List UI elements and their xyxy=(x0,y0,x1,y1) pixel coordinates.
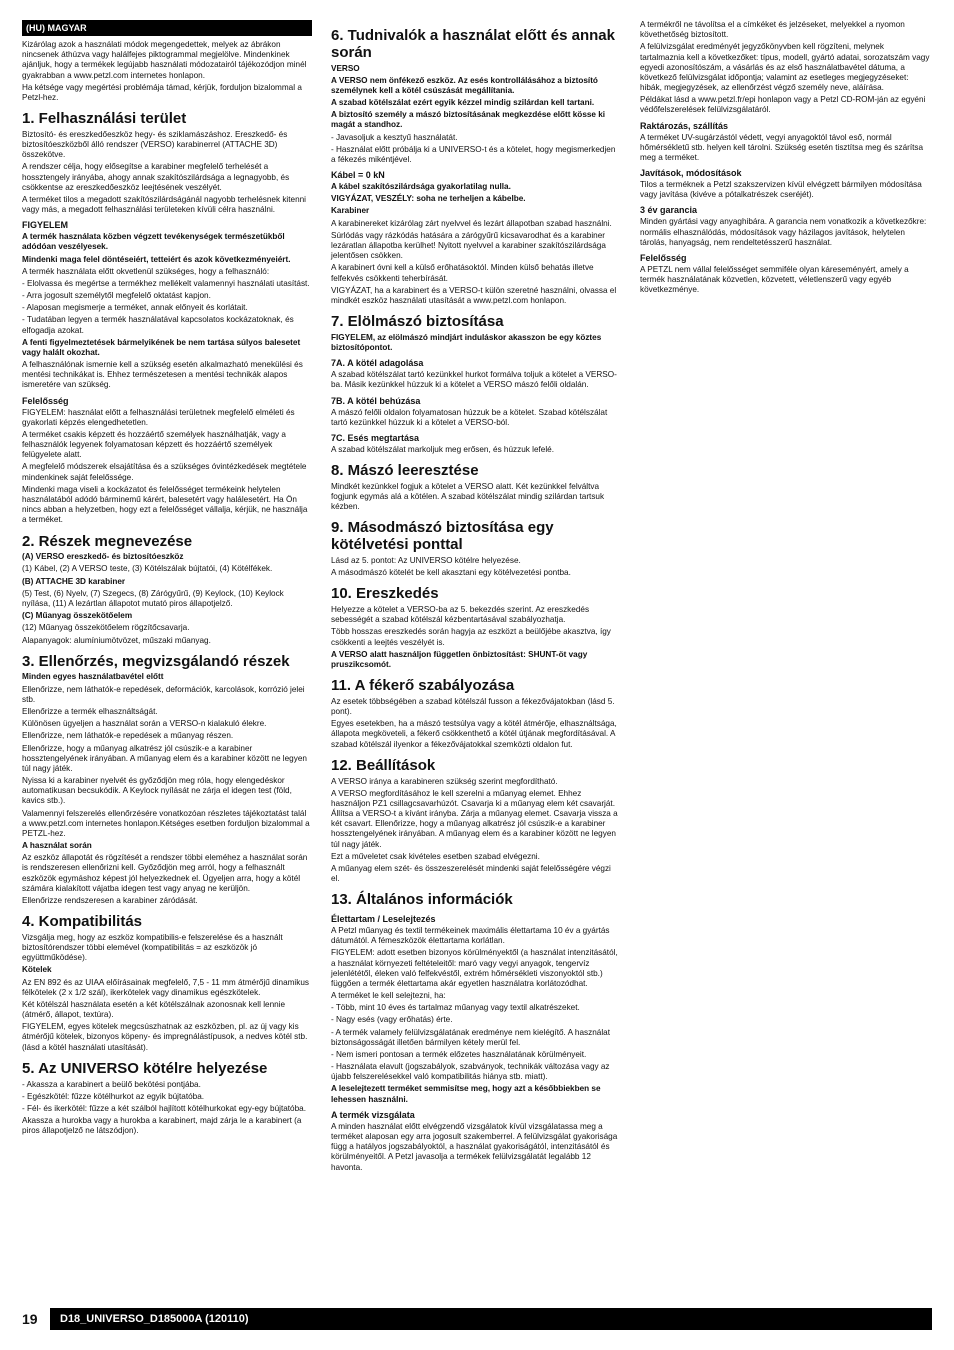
paragraph: A felhasználónak ismernie kell a szükség esetén alkalmazható menekülési és mentési technikákat is. Ehhez természetesen a mentési technikák alapos ismeretére van szükség. xyxy=(22,360,303,390)
paragraph: Helyezze a kötelet a VERSO-ba az 5. bekezdés szerint. Az ereszkedés sebességét a szabad kötélszál kézbentartásával szabályozhatja. xyxy=(331,605,590,625)
paragraph: Példákat lásd a www.petzl.fr/epi honlapon vagy a Petzl CD-ROM-ján az egyéni védőfelszerelések felülvizsgálatáról. xyxy=(640,95,926,115)
paragraph: - Alaposan megismerje a terméket, annak előnyeit és korlátait. xyxy=(22,303,248,313)
bold-paragraph: A kábel szakítószilárdsága gyakorlatilag nulla. xyxy=(331,182,511,192)
paragraph: - Arra jogosult személytől megfelelő oktatást kapjon. xyxy=(22,291,211,301)
paragraph: (5) Test, (6) Nyelv, (7) Szegecs, (8) Zárógyűrű, (9) Keylock, (10) Keylock nyílása, (11) A lezártlan állapotot mutató piros állapotjelző. xyxy=(22,588,284,608)
paragraph: Különösen ügyeljen a használat során a VERSO-n kialakuló élekre. xyxy=(22,719,267,729)
subsection-heading: Élettartam / Leselejtezés xyxy=(331,914,436,925)
paragraph: FIGYELEM, egyes kötelek megcsúszhatnak az eszközben, pl. az új vagy kis átmérőjű kötelek, bizonyos köpeny- és impregnálástípusok, a nedves kötél stb. (lásd a kötél használati utasítását). xyxy=(22,1022,308,1052)
paragraph: A megfelelő módszerek elsajátítása és a szükséges óvintézkedések megtétele mindenkinek saját felelőssége. xyxy=(22,462,307,482)
section-heading: 10. Ereszkedés xyxy=(331,585,439,603)
page-footer xyxy=(22,1308,932,1330)
paragraph: Ellenőrizze a termék elhasználtságát. xyxy=(22,706,158,716)
paragraph: A VERSO megfordításához le kell szerelni a műanyag elemet. Ehhez használjon PZ1 csillagcsavarhúzót. Csavarja ki a műanyag elem két csavarját. Állítsa a VERSO-t a kívánt irányba. Zárja a műanyag elemet. Csavarja vissza a két csavart. Ellenőrizze, hogy a műanyag alkatrész jól csúszik-e a karabiner hossztengelyének irányában. A műanyag elem és a karabiner között ne legyen túl nagy játék. xyxy=(331,788,618,849)
paragraph: A minden használat előtt elvégzendő vizsgálatok kívül vizsgálatassa meg a terméket alaposan egy arra jogosult szakemberrel. A felülvizsgálat gyakorisága függ a hatályos jogszabályoktól, a használat gyakoriságától, intenzitásától és körülményeitől. A Petzl javasolja a termékek felülvizsgálatát legalább 12 havonta. xyxy=(331,1121,618,1172)
paragraph: A karabinereket kizárólag zárt nyelvvel és lezárt állapotban szabad használni. xyxy=(331,218,612,228)
paragraph: Egyes esetekben, ha a mászó testsúlya vagy a kötél átmérője, elhasználtsága, állapota megköveteli, a fékerő csökkenthető a kötél útjának megfordításával. A szabad kötélszál ilyenkor a fékezővájatokkal szemközti oldalon fut. xyxy=(331,719,617,749)
section-heading: 4. Kompatibilitás xyxy=(22,913,143,931)
paragraph: - Egészkötél: fűzze kötélhurkot az egyik bújtatóba. xyxy=(22,1091,205,1101)
bold-paragraph: A szabad kötélszálat ezért egyik kézzel mindig szilárdan kell tartani. xyxy=(331,98,595,108)
subsection-heading: 3 év garancia xyxy=(640,205,698,216)
paragraph: A mászó felőli oldalon folyamatosan húzzuk be a kötelet. Szabad kötélszálat tartó kezünkkel húzzuk ki a kötelet a VERSO-ból. xyxy=(331,407,608,427)
section-heading: 5. Az UNIVERSO kötélre helyezése xyxy=(22,1059,268,1077)
paragraph: Ezt a műveletet csak kivételes esetben szabad elvégezni. xyxy=(331,851,540,861)
section-heading: 2. Részek megnevezése xyxy=(22,532,193,550)
bold-paragraph: VERSO xyxy=(331,63,360,73)
bold-paragraph: (A) VERSO ereszkedő- és biztosítóeszköz xyxy=(22,552,184,562)
bold-paragraph: (C) Műanyag összekötőelem xyxy=(22,611,133,621)
bold-paragraph: A VERSO alatt használjon független önbiztosítást: SHUNT-öt vagy pruszikcsomót. xyxy=(331,649,588,669)
paragraph: VIGYÁZAT, ha a karabinert és a VERSO-t külön szeretné használni, olvassa el mindkét eszköz használati utasítását a www.petzl.com honlapon. xyxy=(331,285,617,305)
paragraph: - Fél- és ikerkötél: fűzze a két szálból hajlított kötélhurkokat egy-egy bújtatóba. xyxy=(22,1103,306,1113)
paragraph: A másodmászó kötelét be kell akasztani egy kötélvezetési pontba. xyxy=(331,568,571,578)
paragraph: - Akassza a karabinert a beülő bekötési pontjába. xyxy=(22,1079,201,1089)
paragraph: FIGYELEM: használat előtt a felhasználási területnek megfelelő elméleti és gyakorlati képzés elengedhetetlen. xyxy=(22,407,295,427)
bold-paragraph: Karabiner xyxy=(331,206,370,216)
paragraph: Ellenőrizze rendszeresen a karabiner záródását. xyxy=(22,895,198,905)
section-heading: 1. Felhasználási terület xyxy=(22,110,187,128)
paragraph: Tilos a terméknek a Petzl szakszervizen kívül elvégzett bármilyen módosítása vagy javítása (kivéve a pótalkatrészek cseréjét). xyxy=(640,180,922,200)
paragraph: Súrlódás vagy rázkódás hatására a zárógyűrű kicsavarodhat és a karabiner lezáratlan állapotba kerülhet! Nyitott nyelvvel a karabiner szakítószilárdsága jelentősen csökken. xyxy=(331,230,606,261)
section-heading: 7. Elölmászó biztosítása xyxy=(331,313,504,331)
paragraph: A terméket le kell selejtezni, ha: xyxy=(331,991,446,1001)
column-1 xyxy=(22,20,312,1138)
bold-paragraph: A VERSO nem önfékező eszköz. Az esés kontrollálásához a biztosító személynek kell a kötél csúszását megállítania. xyxy=(331,75,598,95)
paragraph: (1) Kábel, (2) A VERSO teste, (3) Kötélszálak bújtatói, (4) Kötélfékek. xyxy=(22,564,273,574)
paragraph: - Használat előtt próbálja ki a UNIVERSO-t és a kötelet, hogy megismerkedjen a fékezés mikéntjével. xyxy=(331,144,616,164)
section-heading: 9. Másodmászó biztosítása egy kötélvetési ponttal xyxy=(331,519,554,554)
paragraph: A PETZL nem vállal felelősséget semmiféle olyan káreseményért, amely a termék használatának közvetlen, közvetett, véletlenszerű vagy egyéb következménye. xyxy=(640,264,909,295)
subsection-heading: Kábel = 0 kN xyxy=(331,170,385,181)
paragraph: Lásd az 5. pontot: Az UNIVERSO kötélre helyezése. xyxy=(331,555,521,565)
paragraph: A rendszer célja, hogy elősegítse a karabiner megfelelő terhelését a hossztengely irányába, ahogy annak szakítószilárdsága a legnagyobb, és csökkentse az ereszkedőeszköz leejtésének veszélyét. xyxy=(22,162,290,192)
paragraph: - A termék valamely felülvizsgálatának eredménye nem kielégítő. A használat biztonságosságát illetően bármilyen kétely merül fel. xyxy=(331,1027,610,1047)
section-heading: 8. Mászó leeresztése xyxy=(331,462,479,480)
section-heading: 13. Általános információk xyxy=(331,891,513,909)
section-heading: 11. A fékerő szabályozása xyxy=(331,677,515,695)
bold-paragraph: (B) ATTACHE 3D karabiner xyxy=(22,576,126,586)
paragraph: Nyissa ki a karabiner nyelvét és győződjön meg róla, hogy elengedéskor automatikusan becsukódik. A Keylock nyílását ne zárja el idegen test (föld, kavics stb.). xyxy=(22,776,292,806)
paragraph: A szabad kötélszálat tartó kezünkkel hurkot formálva toljuk a kötelet a VERSO-ba. Másik kezünkkel húzzuk ki a kötelet a VERSO mászó felőli oldalán. xyxy=(331,370,617,390)
paragraph: Mindenki maga viseli a kockázatot és felelősséget termékeink helytelen használatából adódó bárminemű kárért, balesetért vagy halálesetért. Ha Ön nincs abban a helyzetben, hogy ezt a felelősséget vállalja, kérjük, ne használja a terméket. xyxy=(22,484,308,525)
paragraph: Valamennyi felszerelés ellenőrzésére vonatkozóan részletes tájékoztatást talál a www.petzl.com internetes honlapon.Kétséges esetben forduljon bizalommal a PETZL-hez. xyxy=(22,808,310,838)
subsection-heading: 7B. A kötél behúzása xyxy=(331,395,421,406)
paragraph: A műanyag elem szét- és összeszerelését mindenki saját felelősségére végzi el. xyxy=(331,863,611,884)
subsection-heading: Felelősség xyxy=(640,252,687,263)
paragraph: A szabad kötélszálat markoljuk meg erősen, és húzzuk lefelé. xyxy=(331,444,554,454)
document-code: D18_UNIVERSO_D185000A (120110) xyxy=(50,1308,932,1330)
paragraph: A felülvizsgálat eredményét jegyzőkönyvben kell rögzíteni, melynek tartalmaznia kell a következőket: típus, modell, gyártó adatai, sorozatszám vagy egyedi azonosítószám, a vásárlás és az első használatbavétel dátuma, a következő felülvizsgálat időpontja; valamint az esetleges megjegyzéseket: hibák, megjegyzések, az ellenőrzést végző személy neve, aláírása. xyxy=(640,42,930,93)
paragraph: A Petzl műanyag és textil termékeinek maximális élettartama 10 év a gyártás dátumától. A fémeszközök élettartama korlátlan. xyxy=(331,926,610,946)
page-number: 19 xyxy=(22,1311,38,1327)
paragraph: Ellenőrizze, hogy a műanyag alkatrész jól csúszik-e a karabiner hossztengelyének irányában. A műanyag elem és a karabiner között ne legyen túl nagy játék. xyxy=(22,743,307,773)
paragraph: A terméket tilos a megadott szakítószilárdságánál nagyobb terhelésnek kitenni vagy más, a megadott felhasználási területeken kívüli célra használni. xyxy=(22,194,306,215)
paragraph: Mindkét kezünkkel fogjuk a kötelet a VERSO alatt. Két kezünkkel felváltva fogjunk egymás alá a kötélen. A szabad kötélszálat mindig szilárdan tartsuk kézben. xyxy=(331,481,605,512)
bold-paragraph: FIGYELEM, az elölmászó mindjárt induláskor akasszon be egy köztes biztosítópontot. xyxy=(331,332,602,352)
paragraph: Az eszköz állapotát és rögzítését a rendszer többi eleméhez a használat során is rendszeresen ellenőrizni kell. Győződjön meg arról, hogy a felhasznált eszközök egymáshoz képest jól helyezkednek el. Ügyeljen arra, hogy a kötél számára kialakított vájatba idegen test vagy anyag ne kerüljön. xyxy=(22,853,308,893)
paragraph: - Tudatában legyen a termék használatával kapcsolatos kockázatoknak, és elfogadja azokat. xyxy=(22,315,294,335)
subsection-heading: Javítások, módosítások xyxy=(640,168,742,179)
bold-paragraph: VIGYÁZAT, VESZÉLY: soha ne terheljen a kábelbe. xyxy=(331,194,526,204)
bold-paragraph: Kötelek xyxy=(22,965,52,975)
paragraph: Az EN 892 és az UIAA előírásainak megfelelő, 7,5 - 11 mm átmérőjű dinamikus félkötelek (2 x 1/2 szál), ikerkötelek vagy dinamikus egészkötelek. xyxy=(22,977,309,997)
paragraph: - Javasoljuk a kesztyű használatát. xyxy=(331,132,458,142)
bold-paragraph: A leselejtezett terméket semmisítse meg, hogy azt a későbbiekben se lehessen használni. xyxy=(331,1084,601,1104)
paragraph: - Használata elavult (jogszabályok, szabványok, technikák változása vagy az újabb felszerelésekkel való kompatibilitás hiánya stb. miatt). xyxy=(331,1062,610,1082)
paragraph: Több hosszas ereszkedés során hagyja az eszközt a beülőjébe akasztva, így csökkenti a leejtés veszélyét is. xyxy=(331,627,611,647)
paragraph: A terméket csakis képzett és hozzáértő személyek használhatják, vagy a felhasználók legyenek folyamatosan képzett és hozzáértő személyek felügyelete alatt. xyxy=(22,429,286,460)
subsection-heading: Raktározás, szállítás xyxy=(640,120,729,131)
paragraph: - Nagy esés (vagy erőhatás) érte. xyxy=(331,1015,453,1025)
bold-paragraph: Minden egyes használatbavétel előtt xyxy=(22,672,164,682)
paragraph: A karabinert óvni kell a külső erőhatásoktól. Minden külső behatás illetve felfekvés csökkenti teherbírását. xyxy=(331,263,594,283)
paragraph: Alapanyagok: alumíniumötvözet, műszaki műanyag. xyxy=(22,635,211,645)
subsection-heading: Felelősség xyxy=(22,395,69,406)
paragraph: Az esetek többségében a szabad kötélszál fusson a fékezővájatokban (lásd 5. pont). xyxy=(331,696,615,717)
paragraph: Kizárólag azok a használati módok megengedettek, melyek az ábrákon nincsenek áthúzva vagy halálfejes piktogrammal megjelölve. Mindenkinek ajánljuk, hogy a termékek legújabb használati módozatairól tájékozódjon minél gyakrabban a www.petzl.com internetes honlapon. xyxy=(22,40,307,80)
paragraph: Ellenőrizze, nem láthatók-e repedések a műanyag részen. xyxy=(22,731,234,741)
paragraph: A termék használata előtt okvetlenül szükséges, hogy a felhasználó: xyxy=(22,266,270,276)
bold-paragraph: A használat során xyxy=(22,841,92,851)
language-tag: (HU) MAGYAR xyxy=(22,20,312,36)
paragraph: Ellenőrizze, nem láthatók-e repedések, deformációk, karcolások, korrózió jelei stb. xyxy=(22,684,305,704)
bold-paragraph: A termék használata közben végzett tevékenységek természetükből adódóan veszélyesek. xyxy=(22,232,285,252)
subsection-heading: A termék vizsgálata xyxy=(331,1109,415,1120)
bold-paragraph: A biztosító személy a mászó biztosításának megkezdése előtt kösse ki magát a standhoz. xyxy=(331,110,606,130)
paragraph: - Nem ismeri pontosan a termék előzetes használatának körülményeit. xyxy=(331,1049,587,1059)
subsection-heading: FIGYELEM xyxy=(22,220,69,231)
column-3 xyxy=(640,20,930,297)
subsection-heading: 7C. Esés megtartása xyxy=(331,432,420,443)
paragraph: (12) Műanyag összekötőelem rögzítőcsavarja. xyxy=(22,623,190,633)
paragraph: Biztosító- és ereszkedőeszköz hegy- és sziklamászáshoz. Ereszkedő- és biztosítóeszközből álló rendszer (VERSO) karabinerrel (ATTACHE 3D) összekötve. xyxy=(22,129,288,160)
paragraph: Vizsgálja meg, hogy az eszköz kompatibilis-e felszerelése és a használt biztosítórendszer többi elemével (kompatibilitás = az eszközök jó együttműködése). xyxy=(22,932,283,963)
paragraph: A termékről ne távolítsa el a címkéket és jelzéseket, melyekkel a nyomon követhetőség biztosított. xyxy=(640,20,905,40)
paragraph: Két kötélszál használata esetén a két kötélszálnak azonosnak kell lennie (átmérő, állapot, textúra). xyxy=(22,999,286,1020)
paragraph: FIGYELEM: adott esetben bizonyos körülményektől (a használat intenzitásától, a használat környezeti feltételeitől: maró vagy vegyi anyagok, tengervíz jelenlététől, éleken való felfekvéstől, extrém hőmérsékleti viszonyoktól stb.) függően a termék élettartama akár egyetlen használatra korlátozódhat. xyxy=(331,948,618,988)
column-2 xyxy=(331,20,621,1175)
section-heading: 6. Tudnivalók a használat előtt és annak során xyxy=(331,27,615,61)
paragraph: - Elolvassa és megértse a termékhez mellékelt valamennyi használati utasítást. xyxy=(22,278,310,288)
section-heading: 12. Beállítások xyxy=(331,756,436,774)
subsection-heading: 7A. A kötél adagolása xyxy=(331,358,424,369)
section-heading: 3. Ellenőrzés, megvizsgálandó részek xyxy=(22,652,290,670)
paragraph: Ha kétsége vagy megértési problémája támad, kérjük, forduljon bizalommal a Petzl-hez. xyxy=(22,82,302,102)
paragraph: A VERSO iránya a karabineren szükség szerint megfordítható. xyxy=(331,776,558,786)
paragraph: A terméket UV-sugárzástól védett, vegyi anyagoktól távol eső, normál hőmérsékletű stb. helyen kell tárolni. Szükség esetén tisztítsa meg és szárítsa meg a terméket. xyxy=(640,132,924,162)
paragraph: Minden gyártási vagy anyaghibára. A garancia nem vonatkozik a következőkre: normális elhasználódás, módosítások vagy házilagos javítások, helytelen tárolás, hanyagság, nem rendeltetésszerű használat. xyxy=(640,217,927,247)
paragraph: Akassza a hurokba vagy a hurokba a karabinert, majd zárja le a karabinert (a piros állapotjelző ne látszódjon). xyxy=(22,1116,302,1136)
bold-paragraph: A fenti figyelmeztetések bármelyikének be nem tartása súlyos balesetet vagy halált okozhat. xyxy=(22,337,301,357)
bold-paragraph: Mindenki maga felel döntéseiért, tetteiért és azok következményeiért. xyxy=(22,254,291,264)
paragraph: - Több, mint 10 éves és tartalmaz műanyag vagy textil alkatrészeket. xyxy=(331,1003,580,1013)
